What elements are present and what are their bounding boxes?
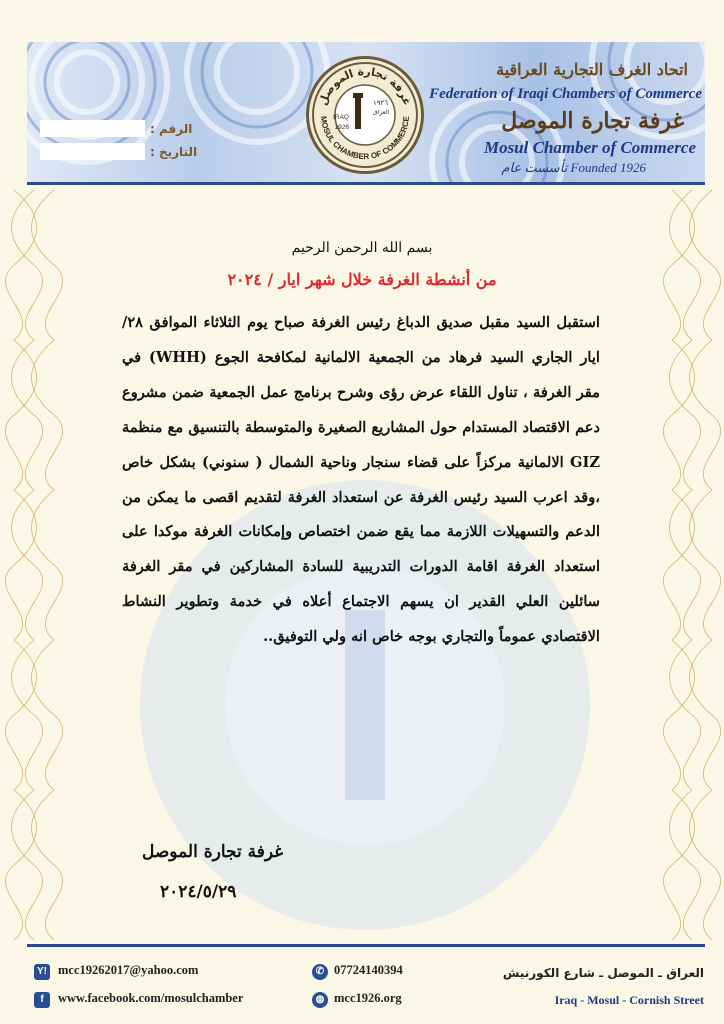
reference-number-box	[40, 120, 145, 137]
date-label: التاريخ :	[150, 145, 198, 159]
signature-date: ٢٠٢٤/٥/٢٩	[160, 882, 237, 902]
letter-title: من أنشطة الغرفة خلال شهر ايار / ٢٠٢٤	[227, 270, 497, 289]
chamber-english-name: Mosul Chamber of Commerce	[483, 138, 696, 157]
header-divider	[27, 182, 705, 185]
globe-icon: ◍	[312, 992, 328, 1008]
reference-number-label: الرقم :	[150, 122, 193, 136]
svg-text:MOSUL CHAMBER OF COMMERCE: MOSUL CHAMBER OF COMMERCE	[318, 115, 412, 162]
website-link[interactable]: mcc1926.org	[334, 991, 402, 1005]
right-border-ornament	[662, 190, 722, 940]
basmala: بسم الله الرحمن الرحيم	[291, 240, 433, 256]
federation-english-name: Federation of Iraqi Chambers of Commerce	[429, 86, 702, 102]
facebook-icon: f	[34, 992, 50, 1008]
chamber-seal-logo	[306, 56, 424, 174]
svg-text:IRAQ: IRAQ	[333, 114, 349, 121]
footer-divider	[27, 944, 705, 947]
phone-number[interactable]: 07724140394	[334, 963, 403, 977]
svg-text:1926: 1926	[334, 124, 349, 131]
date-box	[40, 143, 145, 160]
letter-body: استقبل السيد مقبل صديق الدباغ رئيس الغرفة صباح يوم الثلاثاء الموافق ٢٨/ايار الجاري السيد فرهاد من الجمعية الالمانية لمكافحة الجوع (WHH) في مقر الغرفة ، تناول اللقاء عرض رؤى وشرح برنامج عمل الجمعية ضمن مشروع دعم الاقتصاد المستدام حول المشاريع الصغيرة والمتوسطة بالتنسيق مع منظمة GIZ الالمانية مركزاً على قضاء سنجار وناحية الشمال ( سنوني) بشكل خاص ،وقد اعرب السيد رئيس الغرفة عن استعداد الغرفة لتقديم اقصى ما يمكن من الدعم والتسهيلات اللازمة مما يقع ضمن اختصاص وإمكانات الغرفة موكدا على استعداد الغرفة اقامة الدورات التدريبية للسادة المشاركين في مقر الغرفة سائلين العلي القدير ان يسهم الاجتماع أعلاه في خدمة وتطوير النشاط الاقتصادي عموماً والتجاري بوجه خاص انه ولي التوفيق..	[122, 314, 600, 646]
federation-arabic-name: اتحاد الغرف التجارية العراقية	[496, 60, 688, 79]
whatsapp-icon: ✆	[312, 964, 328, 980]
address-english: Iraq - Mosul - Cornish Street	[554, 993, 704, 1007]
email-link[interactable]: mcc19262017@yahoo.com	[58, 963, 199, 977]
left-border-ornament	[4, 190, 64, 940]
svg-text:العراق: العراق	[373, 109, 390, 116]
founded-year: Founded 1926 تأسست عام	[501, 160, 646, 175]
facebook-link[interactable]: www.facebook.com/mosulchamber	[58, 991, 244, 1005]
yahoo-icon: Y!	[34, 964, 50, 980]
signature-name: غرفة تجارة الموصل	[142, 842, 284, 862]
svg-text:١٩٢٦: ١٩٢٦	[373, 99, 389, 107]
svg-text:غرفة تجارة الموصل: غرفة تجارة الموصل	[316, 64, 414, 108]
chamber-arabic-name: غرفة تجارة الموصل	[501, 108, 684, 134]
address-arabic: العراق ـ الموصل ـ شارع الكورنيش	[502, 966, 704, 980]
